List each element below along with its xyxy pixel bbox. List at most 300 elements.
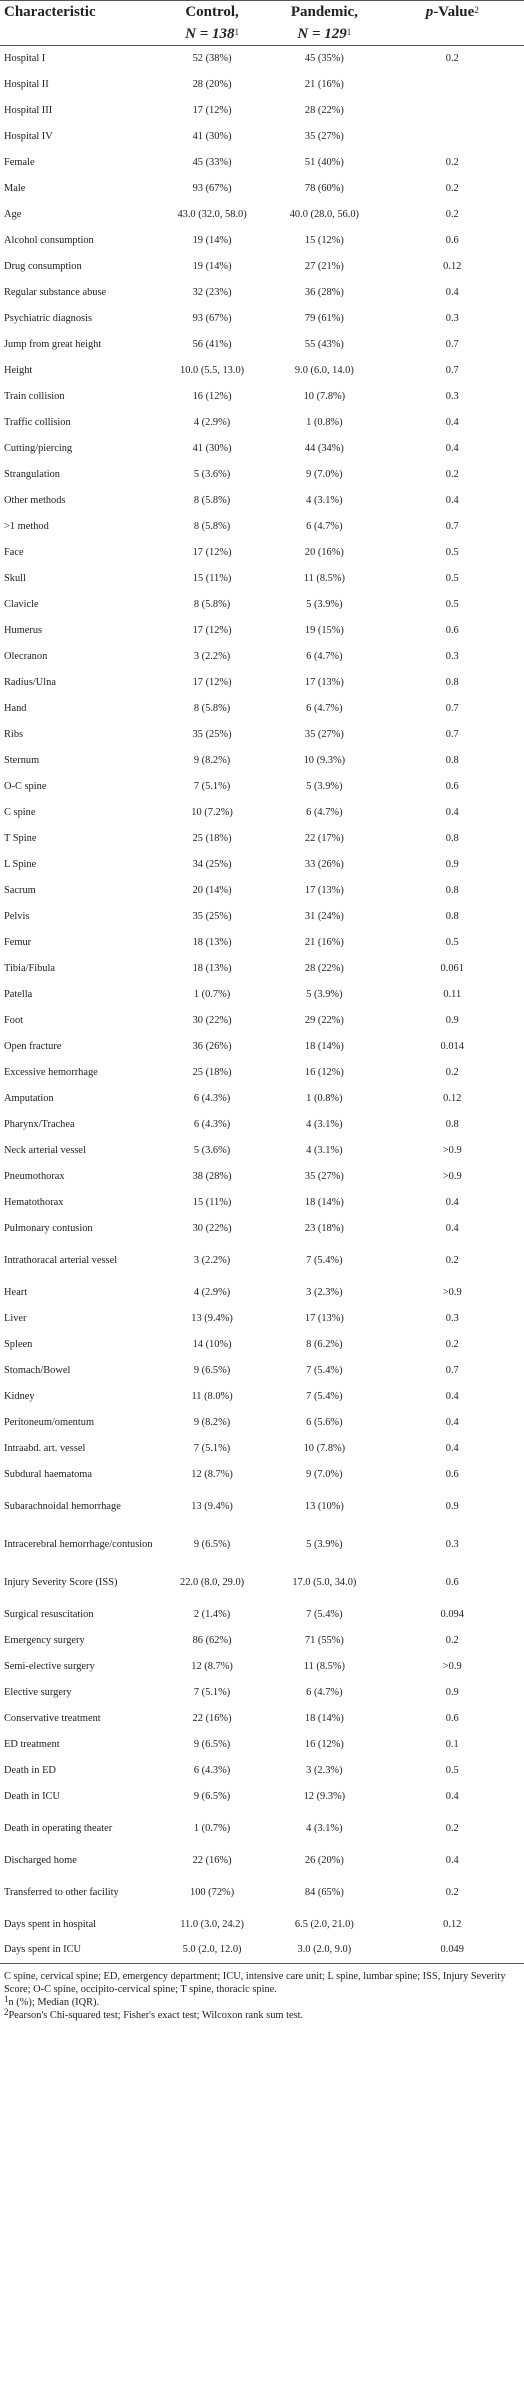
- cell-pandemic: 4 (3.1%): [306, 1144, 343, 1156]
- cell-pvalue: 0.8: [445, 832, 459, 844]
- cell-pvalue: 0.4: [445, 442, 459, 454]
- cell-control: 10.0 (5.5, 13.0): [180, 364, 245, 376]
- cell-control: 34 (25%): [192, 858, 232, 870]
- cell-characteristic: Kidney: [4, 1390, 35, 1402]
- table-row: [0, 1602, 524, 1628]
- footnote-1: $^1$n (%); Median (IQR).: [4, 1994, 100, 2008]
- footnote-abbreviations: C spine, cervical spine; ED, emergency department; ICU, intensive care unit; L spine, lumbar spine; ISS, Injury Severity Score; O-C spine, occipito-cervical spine; T spine, thoracic spine.: [4, 1971, 506, 1995]
- cell-characteristic: Alcohol consumption: [4, 234, 94, 246]
- cell-pvalue: 0.061: [440, 962, 464, 974]
- table-row: [0, 1216, 524, 1242]
- cell-characteristic: Subarachnoidal hemorrhage: [4, 1500, 121, 1512]
- cell-pandemic: 3.0 (2.0, 9.0): [268, 1938, 380, 1964]
- cell-control: 30 (22%): [192, 1014, 232, 1026]
- cell-characteristic: Death in operating theater: [4, 1822, 113, 1834]
- cell-pandemic: 45 (35%): [304, 52, 344, 64]
- cell-control: 12 (8.7%): [191, 1468, 233, 1480]
- cell-pandemic: 7 (5.4%): [306, 1364, 343, 1376]
- cell-control: 4 (2.9%): [193, 1286, 231, 1298]
- cell-control: 18 (13%): [192, 936, 232, 948]
- cell-control: 6 (4.3%): [193, 1092, 231, 1104]
- cell-pvalue: 0.3: [445, 312, 459, 324]
- cell-control: 1 (0.7%): [193, 988, 231, 1000]
- table-row: [0, 72, 524, 98]
- cell-pandemic: 6.5 (2.0, 21.0): [294, 1918, 354, 1930]
- table-row: [0, 696, 524, 722]
- cell-pvalue: >0.9: [442, 1660, 462, 1672]
- cell-pvalue: 0.7: [445, 364, 459, 376]
- cell-characteristic: Other methods: [4, 494, 66, 506]
- cell-pvalue: 0.11: [443, 988, 462, 1000]
- cell-characteristic: Height: [4, 364, 33, 376]
- cell-pandemic: 1 (0.8%): [306, 1092, 343, 1104]
- cell-pvalue: 0.7: [445, 520, 459, 532]
- cell-control: 41 (30%): [192, 130, 232, 142]
- cell-pandemic: 6 (4.7%): [306, 702, 343, 714]
- cell-characteristic: T Spine: [4, 832, 37, 844]
- cell-control: 38 (28%): [192, 1170, 232, 1182]
- cell-control: 32 (23%): [192, 286, 232, 298]
- cell-pandemic: 16 (12%): [304, 1066, 344, 1078]
- cell-pandemic: 10 (9.3%): [303, 754, 346, 766]
- cell-pvalue: [381, 124, 524, 150]
- cell-characteristic: Pharynx/Trachea: [4, 1118, 75, 1130]
- cell-control: 86 (62%): [192, 1634, 232, 1646]
- cell-characteristic: Heart: [4, 1286, 28, 1298]
- cell-pandemic: 78 (60%): [304, 182, 344, 194]
- table-row: [0, 826, 524, 852]
- cell-pvalue: 0.4: [445, 806, 459, 818]
- cell-pandemic: 6 (4.7%): [306, 806, 343, 818]
- table-row: [0, 1358, 524, 1384]
- cell-control: 100 (72%): [190, 1886, 235, 1898]
- table-row: [0, 618, 524, 644]
- cell-pandemic: 5 (3.9%): [306, 780, 343, 792]
- cell-control: 19 (14%): [192, 234, 232, 246]
- cell-pvalue: 0.6: [445, 1468, 459, 1480]
- cell-pandemic: 5 (3.9%): [306, 598, 343, 610]
- cell-control: 2 (1.4%): [193, 1608, 231, 1620]
- cell-control: 9 (8.2%): [193, 754, 231, 766]
- table-row: [0, 852, 524, 878]
- cell-pandemic: 6 (4.7%): [306, 520, 343, 532]
- cell-pvalue: 0.8: [445, 754, 459, 766]
- table-row: [0, 1488, 524, 1526]
- cell-pvalue: 0.9: [445, 858, 459, 870]
- cell-pvalue: 0.12: [443, 1092, 462, 1104]
- table-row: [0, 1242, 524, 1280]
- cell-pvalue: 0.5: [445, 936, 459, 948]
- cell-pvalue: 0.7: [445, 1364, 459, 1376]
- cell-pandemic: 6 (5.6%): [306, 1416, 343, 1428]
- cell-characteristic: Drug consumption: [4, 260, 82, 272]
- cell-pvalue: 0.2: [445, 1338, 459, 1350]
- cell-control: 8 (5.8%): [193, 494, 231, 506]
- cell-characteristic: Neck arterial vessel: [4, 1144, 86, 1156]
- table-row: [0, 1810, 524, 1848]
- table-row: [0, 1912, 524, 1938]
- cell-control: 22 (16%): [192, 1854, 232, 1866]
- table-footnotes: [0, 1970, 524, 2022]
- cell-control: 13 (9.4%): [191, 1500, 233, 1512]
- table-row: [0, 1874, 524, 1912]
- cell-control: 9 (6.5%): [193, 1364, 231, 1376]
- cell-control: 9 (8.2%): [193, 1416, 231, 1428]
- cell-characteristic: Psychiatric diagnosis: [4, 312, 93, 324]
- table-row: [0, 1280, 524, 1306]
- cell-control: 17 (12%): [192, 104, 232, 116]
- cell-control: 43.0 (32.0, 58.0): [177, 208, 247, 220]
- cell-pvalue: 0.4: [445, 494, 459, 506]
- cell-pvalue: 0.4: [445, 1416, 459, 1428]
- cell-characteristic: Transferred to other facility: [4, 1886, 119, 1898]
- cell-characteristic: Patella: [4, 988, 33, 1000]
- cell-pandemic: 28 (22%): [304, 104, 344, 116]
- cell-pandemic: 5 (3.9%): [306, 1538, 343, 1550]
- cell-control: 12 (8.7%): [191, 1660, 233, 1672]
- cell-pvalue: 0.7: [445, 338, 459, 350]
- cell-control: 8 (5.8%): [193, 598, 231, 610]
- table-row: [0, 540, 524, 566]
- cell-pandemic: 51 (40%): [304, 156, 344, 168]
- cell-control: 10 (7.2%): [191, 806, 233, 818]
- table-row: [0, 1628, 524, 1654]
- table-row: [0, 1306, 524, 1332]
- cell-control: 4 (2.9%): [193, 416, 231, 428]
- cell-pandemic: 55 (43%): [304, 338, 344, 350]
- cell-pandemic: 23 (18%): [304, 1222, 344, 1234]
- cell-characteristic: Peritoneum/omentum: [4, 1416, 95, 1428]
- table-row: [0, 1138, 524, 1164]
- cell-characteristic: Excessive hemorrhage: [4, 1066, 98, 1078]
- cell-characteristic: Jump from great height: [4, 338, 102, 350]
- table-row: [0, 800, 524, 826]
- cell-pvalue: 0.3: [445, 1312, 459, 1324]
- cell-pandemic: 10 (7.8%): [303, 1442, 346, 1454]
- table-row: [0, 150, 524, 176]
- cell-characteristic: Foot: [4, 1014, 24, 1026]
- cell-characteristic: Sacrum: [4, 884, 36, 896]
- cell-characteristic: Female: [4, 156, 35, 168]
- cell-characteristic: Face: [4, 546, 24, 558]
- table-row: [0, 1938, 524, 1964]
- cell-characteristic: C spine: [4, 806, 36, 818]
- cell-pandemic: 26 (20%): [304, 1854, 344, 1866]
- table-row: [0, 1784, 524, 1810]
- table-row: [0, 1564, 524, 1602]
- cell-characteristic: Spleen: [4, 1338, 33, 1350]
- cell-control: 7 (5.1%): [193, 780, 231, 792]
- cell-pandemic: 11 (8.5%): [303, 572, 345, 584]
- cell-pandemic: 21 (16%): [304, 936, 344, 948]
- cell-control: 6 (4.3%): [193, 1764, 231, 1776]
- cell-characteristic: Humerus: [4, 624, 43, 636]
- cell-characteristic: Pneumothorax: [4, 1170, 65, 1182]
- cell-pandemic: 22 (17%): [304, 832, 344, 844]
- cell-pvalue: 0.2: [445, 1254, 459, 1266]
- table-row: [0, 228, 524, 254]
- cell-pandemic: 28 (22%): [304, 962, 344, 974]
- header-characteristic: Characteristic: [0, 1, 156, 46]
- cell-pandemic: 36 (28%): [304, 286, 344, 298]
- cell-pvalue: 0.4: [445, 1442, 459, 1454]
- cell-characteristic: Elective surgery: [4, 1686, 72, 1698]
- table-row: [0, 1706, 524, 1732]
- cell-characteristic: Open fracture: [4, 1040, 62, 1052]
- table-row: [0, 670, 524, 696]
- cell-pvalue: 0.7: [445, 728, 459, 740]
- cell-control: 9 (6.5%): [193, 1738, 231, 1750]
- cell-control: 7 (5.1%): [193, 1442, 231, 1454]
- cell-pvalue: 0.4: [445, 416, 459, 428]
- cell-characteristic: Clavicle: [4, 598, 39, 610]
- cell-pvalue: 0.8: [445, 676, 459, 688]
- cell-control: 3 (2.2%): [193, 650, 231, 662]
- cell-control: 11 (8.0%): [191, 1390, 233, 1402]
- table-row: [0, 1732, 524, 1758]
- table-row: [0, 982, 524, 1008]
- cell-pvalue: 0.2: [445, 1066, 459, 1078]
- table-row: [0, 930, 524, 956]
- cell-characteristic: Intrathoracal arterial vessel: [4, 1254, 118, 1266]
- cell-pvalue: >0.9: [442, 1286, 462, 1298]
- cell-control: 19 (14%): [192, 260, 232, 272]
- table-row: [0, 1190, 524, 1216]
- cell-pandemic: 9 (7.0%): [306, 468, 343, 480]
- cell-characteristic: ED treatment: [4, 1738, 60, 1750]
- cell-pandemic: 31 (24%): [304, 910, 344, 922]
- cell-control: 8 (5.8%): [193, 702, 231, 714]
- table-row: [0, 280, 524, 306]
- cell-control: 56 (41%): [192, 338, 232, 350]
- cell-control: 7 (5.1%): [193, 1686, 231, 1698]
- cell-pandemic: 10 (7.8%): [303, 390, 346, 402]
- table-row: [0, 1848, 524, 1874]
- table-row: [0, 1112, 524, 1138]
- cell-pandemic: 9 (7.0%): [306, 1468, 343, 1480]
- table-row: [0, 358, 524, 384]
- cell-characteristic: Femur: [4, 936, 32, 948]
- cell-characteristic: Regular substance abuse: [4, 286, 107, 298]
- cell-pandemic: 3 (2.3%): [306, 1286, 343, 1298]
- table-row: [0, 384, 524, 410]
- cell-pvalue: 0.2: [445, 208, 459, 220]
- cell-control: 13 (9.4%): [191, 1312, 233, 1324]
- cell-pandemic: 6 (4.7%): [306, 650, 343, 662]
- cell-pvalue: 0.2: [445, 1634, 459, 1646]
- cell-characteristic: Hospital II: [4, 78, 49, 90]
- cell-pvalue: 0.049: [381, 1938, 524, 1964]
- cell-pandemic: 40.0 (28.0, 56.0): [289, 208, 359, 220]
- cell-control: 93 (67%): [192, 312, 232, 324]
- cell-control: 9 (6.5%): [193, 1538, 231, 1550]
- table-row: [0, 1680, 524, 1706]
- cell-pvalue: 0.2: [445, 52, 459, 64]
- cell-characteristic: Amputation: [4, 1092, 54, 1104]
- cell-characteristic: Strangulation: [4, 468, 60, 480]
- table-row: [0, 1526, 524, 1564]
- cell-pandemic: 44 (34%): [304, 442, 344, 454]
- header-pandemic: Pandemic, $N = 129^1$: [268, 1, 380, 46]
- cell-characteristic: Hand: [4, 702, 27, 714]
- cell-pandemic: 33 (26%): [304, 858, 344, 870]
- table-row: [0, 176, 524, 202]
- cell-pandemic: 1 (0.8%): [306, 416, 343, 428]
- table-row: [0, 956, 524, 982]
- cell-pandemic: 9.0 (6.0, 14.0): [294, 364, 354, 376]
- cell-pandemic: 35 (27%): [304, 728, 344, 740]
- cell-pvalue: 0.094: [440, 1608, 464, 1620]
- cell-control: 14 (10%): [192, 1338, 232, 1350]
- cell-pvalue: 0.5: [445, 572, 459, 584]
- cell-pvalue: 0.5: [445, 598, 459, 610]
- cell-pvalue: 0.4: [445, 1222, 459, 1234]
- cell-control: 16 (12%): [192, 390, 232, 402]
- cell-control: 25 (18%): [192, 1066, 232, 1078]
- cell-pvalue: 0.12: [443, 260, 462, 272]
- cell-pvalue: 0.2: [445, 468, 459, 480]
- cell-pvalue: 0.4: [445, 1790, 459, 1802]
- table-row: [0, 1436, 524, 1462]
- cell-pvalue: 0.6: [445, 624, 459, 636]
- cell-pandemic: 27 (21%): [304, 260, 344, 272]
- cell-control: 45 (33%): [192, 156, 232, 168]
- cell-characteristic: Hospital IV: [4, 130, 53, 142]
- table-row: [0, 592, 524, 618]
- cell-pandemic: 35 (27%): [304, 130, 344, 142]
- cell-characteristic: Injury Severity Score (ISS): [4, 1576, 118, 1588]
- cell-characteristic: Days spent in hospital: [4, 1918, 97, 1930]
- cell-pvalue: 0.4: [445, 286, 459, 298]
- cell-pvalue: 0.9: [445, 1500, 459, 1512]
- table-row: [0, 1060, 524, 1086]
- cell-pandemic: 18 (14%): [304, 1712, 344, 1724]
- cell-pvalue: 0.2: [445, 1822, 459, 1834]
- cell-pvalue: 0.9: [445, 1686, 459, 1698]
- table-row: [0, 1410, 524, 1436]
- cell-characteristic: Hematothorax: [4, 1196, 64, 1208]
- cell-pandemic: 6 (4.7%): [306, 1686, 343, 1698]
- cell-pvalue: >0.9: [442, 1144, 462, 1156]
- cell-pandemic: 18 (14%): [304, 1196, 344, 1208]
- cell-pandemic: 15 (12%): [304, 234, 344, 246]
- cell-control: 8 (5.8%): [193, 520, 231, 532]
- cell-control: 20 (14%): [192, 884, 232, 896]
- cell-pandemic: 3 (2.3%): [306, 1764, 343, 1776]
- cell-pvalue: 0.6: [445, 1712, 459, 1724]
- cell-pvalue: 0.5: [445, 1764, 459, 1776]
- cell-pvalue: [381, 98, 524, 124]
- cell-control: 28 (20%): [192, 78, 232, 90]
- cell-pandemic: 19 (15%): [304, 624, 344, 636]
- cell-pvalue: 0.2: [445, 1886, 459, 1898]
- cell-control: 36 (26%): [192, 1040, 232, 1052]
- cell-control: 5 (3.6%): [193, 1144, 231, 1156]
- cell-pandemic: 17 (13%): [304, 884, 344, 896]
- cell-control: 35 (25%): [192, 910, 232, 922]
- cell-characteristic: L Spine: [4, 858, 37, 870]
- cell-characteristic: Male: [4, 182, 26, 194]
- table-row: [0, 124, 524, 150]
- cell-control: 17 (12%): [192, 546, 232, 558]
- table-row: [0, 1758, 524, 1784]
- cell-characteristic: Intracerebral hemorrhage/contusion: [4, 1538, 153, 1550]
- cell-control: 22.0 (8.0, 29.0): [180, 1576, 245, 1588]
- cell-characteristic: Pulmonary contusion: [4, 1222, 93, 1234]
- table-row: [0, 1164, 524, 1190]
- cell-pandemic: 4 (3.1%): [306, 1118, 343, 1130]
- cell-control: 11.0 (3.0, 24.2): [180, 1918, 244, 1930]
- cell-characteristic: Radius/Ulna: [4, 676, 56, 688]
- cell-pvalue: 0.014: [440, 1040, 464, 1052]
- cell-pvalue: [381, 72, 524, 98]
- cell-pvalue: 0.2: [445, 182, 459, 194]
- cell-characteristic: Tibia/Fibula: [4, 962, 56, 974]
- table-row: [0, 410, 524, 436]
- cell-characteristic: Ribs: [4, 728, 24, 740]
- table-row: [0, 1034, 524, 1060]
- cell-control: 1 (0.7%): [193, 1822, 231, 1834]
- cell-control: 15 (11%): [192, 572, 232, 584]
- cell-pandemic: 7 (5.4%): [306, 1254, 343, 1266]
- footnote-2: $^2$Pearson's Chi-squared test; Fisher's exact test; Wilcoxon rank sum test.: [4, 2007, 304, 2021]
- cell-pandemic: 4 (3.1%): [306, 494, 343, 506]
- table-row: [0, 1086, 524, 1112]
- table-row: [0, 332, 524, 358]
- cell-characteristic: Hospital III: [4, 104, 53, 116]
- cell-pandemic: 17.0 (5.0, 34.0): [292, 1576, 357, 1588]
- cell-pandemic: 17 (13%): [304, 676, 344, 688]
- table-row: [0, 46, 524, 72]
- cell-characteristic: Surgical resuscitation: [4, 1608, 94, 1620]
- cell-control: 41 (30%): [192, 442, 232, 454]
- cell-characteristic: Death in ED: [4, 1764, 56, 1776]
- cell-characteristic: Cutting/piercing: [4, 442, 73, 454]
- cell-characteristic: Death in ICU: [4, 1790, 60, 1802]
- cell-pvalue: 0.4: [445, 1196, 459, 1208]
- table-row: [0, 202, 524, 228]
- cell-pandemic: 4 (3.1%): [306, 1822, 343, 1834]
- cell-characteristic: Stomach/Bowel: [4, 1364, 71, 1376]
- cell-pvalue: 0.3: [445, 650, 459, 662]
- cell-characteristic: Liver: [4, 1312, 27, 1324]
- cell-characteristic: Skull: [4, 572, 26, 584]
- cell-characteristic: O-C spine: [4, 780, 47, 792]
- cell-pvalue: 0.9: [445, 1014, 459, 1026]
- cell-characteristic: Olecranon: [4, 650, 48, 662]
- table-row: [0, 306, 524, 332]
- cell-characteristic: Discharged home: [4, 1854, 77, 1866]
- cell-characteristic: Pelvis: [4, 910, 30, 922]
- cell-control: 5 (3.6%): [193, 468, 231, 480]
- cell-control: 52 (38%): [192, 52, 232, 64]
- cell-pandemic: 20 (16%): [304, 546, 344, 558]
- cell-control: 3 (2.2%): [193, 1254, 231, 1266]
- cell-pvalue: 0.4: [445, 1854, 459, 1866]
- table-row: [0, 1462, 524, 1488]
- cell-characteristic: Train collision: [4, 390, 65, 402]
- cell-characteristic: Traffic collision: [4, 416, 71, 428]
- cell-pvalue: 0.5: [445, 546, 459, 558]
- header-pvalue: p-Value$^2$: [381, 1, 524, 46]
- table-row: [0, 748, 524, 774]
- cell-pandemic: 29 (22%): [304, 1014, 344, 1026]
- cell-pvalue: 0.6: [445, 780, 459, 792]
- cell-pvalue: >0.9: [442, 1170, 462, 1182]
- cell-pandemic: 18 (14%): [304, 1040, 344, 1052]
- cell-characteristic: Emergency surgery: [4, 1634, 85, 1646]
- cell-control: 6 (4.3%): [193, 1118, 231, 1130]
